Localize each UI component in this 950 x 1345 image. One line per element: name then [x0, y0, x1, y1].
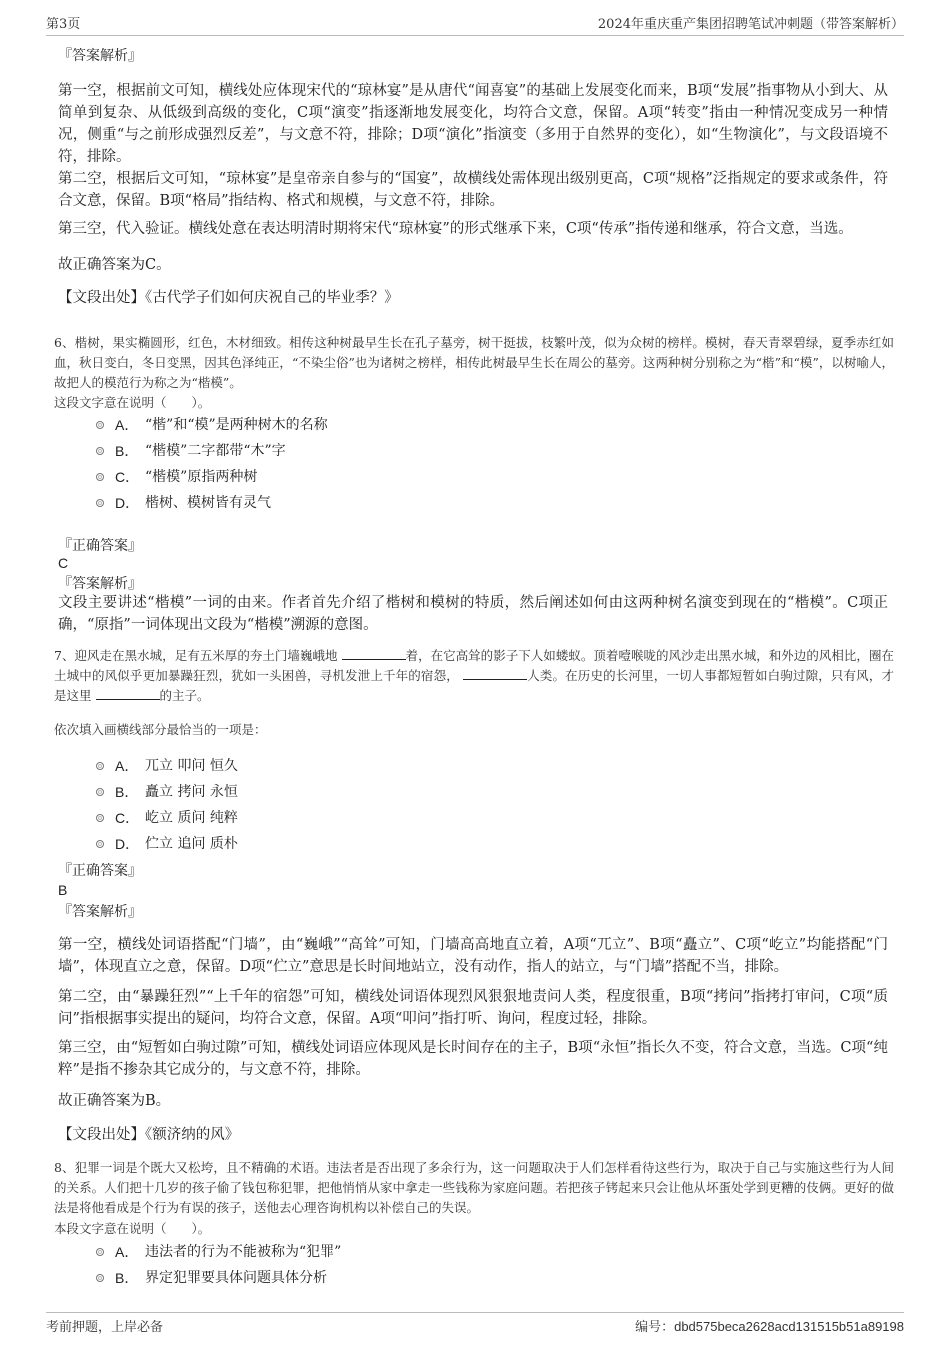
page-number: 第3页	[46, 17, 81, 32]
q6-stem-text: 6、楷树，果实椭圆形，红色，木材细致。相传这种树最早生长在孔子墓旁，树干挺拔，枝繁叶茂，似为众树的榜样。模树，春天青翠碧绿，夏季赤红如血，秋日变白，冬日变黑，因其色泽纯正，“不染尘俗”也为诸树之榜样，相传此树最早生长在周公的墓旁。这两种树分别称之为“楷”和“模”，以树喻人，故把人的模范行为称之为“楷模”。	[54, 335, 894, 390]
q7-source: 【文段出处】《额济纳的风》	[58, 1127, 240, 1143]
q7-analysis-p1-text: 第一空，横线处词语搭配“门墙”，由“巍峨”“高耸”可知，门墙高高地直立着，A项“兀立”、B项“矗立”、C项“屹立”均能搭配“门墙”，体现直立之意，保留。D项“伫立”意思是长时间地站立，没有动作，指人的站立，与“门墙”搭配不当，排除。	[58, 937, 888, 975]
option-key: B．	[115, 1270, 139, 1286]
footer-slogan: 考前押题，上岸必备	[46, 1320, 164, 1335]
q7-stem-part2: 着，在它高耸的影子下人如蝼蚁。顶着噎喉咙的风沙走出黑水城，和外边的风相比，圈在土城中的风似乎更加暴躁狂烈，犹如一头困兽，寻机发泄上千年的宿怨，	[54, 648, 894, 683]
q6-answer: C	[58, 555, 69, 571]
radio-button[interactable]	[96, 473, 104, 481]
option-key: C．	[115, 469, 140, 485]
code-label: 编号：	[635, 1320, 675, 1335]
q5-analysis-p2-text: 第二空，根据后文可知，“琼林宴”是皇帝亲自参与的“国宴”，故横线处需体现出级别更高，C项“规格”泛指规定的要求或条件，符合文意，保留。B项“格局”指结构、格式和规模，与文意不符，排除。	[58, 171, 888, 209]
fill-blank-2	[463, 667, 527, 680]
q5-source: 【文段出处】《古代学子们如何庆祝自己的毕业季？》	[58, 290, 399, 306]
q7-stem-text	[54, 646, 894, 706]
q7-option-d[interactable]	[96, 834, 238, 854]
q7-stem-part1: 7、迎风走在黑水城，足有五米厚的夯土门墙巍峨地	[54, 648, 338, 663]
q7-analysis-p3-text: 第三空，由“短暂如白驹过隙”可知，横线处词语应体现风是长时间存在的主子，B项“永恒”指长久不变，符合文意，当选。C项“纯粹”是指不掺杂其它成分的，与文意不符，排除。	[58, 1040, 888, 1078]
option-text: 屹立 质问 纯粹	[145, 810, 238, 826]
q7-analysis-p1	[58, 934, 888, 978]
q7-answer-label: 『正确答案』	[58, 863, 142, 879]
radio-button[interactable]	[96, 499, 104, 507]
q7-stem-part3: 人类。在历史的长河里，一切人事都短暂如白驹过隙，只有风，才是这里	[54, 668, 894, 703]
radio-button[interactable]	[96, 762, 104, 770]
q6-option-d[interactable]	[96, 493, 271, 513]
fill-blank-3	[96, 687, 160, 700]
q7-analysis-p2	[58, 986, 888, 1030]
radio-button[interactable]	[96, 1248, 104, 1256]
option-key: B．	[115, 443, 139, 459]
q5-analysis-p1	[58, 80, 888, 168]
q7-option-a[interactable]	[96, 756, 238, 776]
option-text: 违法者的行为不能被称为“犯罪”	[145, 1244, 342, 1260]
q7-analysis-label: 『答案解析』	[58, 904, 142, 920]
option-key: B．	[115, 784, 139, 800]
q6-analysis-label: 『答案解析』	[58, 576, 142, 592]
q8-option-b[interactable]	[96, 1268, 327, 1288]
q7-answer: B	[58, 882, 68, 898]
fill-blank-1	[342, 647, 406, 660]
q7-prompt: 依次填入画横线部分最恰当的一项是：	[54, 722, 267, 737]
q8-stem	[54, 1158, 894, 1218]
q8-stem-text: 8、犯罪一词是个既大又松垮，且不精确的术语。违法者是否出现了多余行为，这一问题取决于人们怎样看待这些行为，取决于自己与实施这些行为人间的关系。人们把十几岁的孩子偷了钱包称犯罪，把他悄悄从家中拿走一些钱称为家庭问题。若把孩子铐起来只会让他从坏蛋处学到更糟的伎俩。更好的做法是将他看成是个行为有误的孩子，送他去心理咨询机构以补偿自己的失误。	[54, 1160, 894, 1215]
document-title: 2024年重庆重产集团招聘笔试冲刺题（带答案解析）	[597, 17, 904, 32]
q6-option-a[interactable]	[96, 415, 328, 435]
radio-button[interactable]	[96, 840, 104, 848]
q6-prompt: 这段文字意在说明（ ）。	[54, 395, 211, 410]
page-header	[46, 12, 904, 36]
q6-analysis	[58, 592, 888, 636]
radio-button[interactable]	[96, 447, 104, 455]
option-text: “楷模”二字都带“木”字	[145, 443, 286, 459]
option-text: 楷树、模树皆有灵气	[145, 495, 271, 511]
q6-stem	[54, 333, 894, 393]
q5-analysis-p1-text: 第一空，根据前文可知，横线处应体现宋代的“琼林宴”是从唐代“闻喜宴”的基础上发展变化而来，B项“发展”指事物从小到大、从简单到复杂、从低级到高级的变化，C项“演变”指逐渐地发展变化，均符合文意，保留。A项“转变”指由一种情况变成另一种情况，侧重“与之前形成强烈反差”，与文意不符，排除；D项“演化”指演变（多用于自然界的变化），如“生物演化”，与文段语境不符，排除。	[58, 83, 888, 165]
q7-option-c[interactable]	[96, 808, 238, 828]
document-code	[635, 1316, 904, 1335]
page-footer	[46, 1312, 904, 1335]
q6-option-c[interactable]	[96, 467, 257, 487]
q5-analysis-label: 『答案解析』	[58, 48, 142, 64]
q7-analysis-p2-text: 第二空，由“暴躁狂烈”“上千年的宿怨”可知，横线处词语体现烈风狠狠地责问人类，程度很重，B项“拷问”指拷打审问，C项“质问”指根据事实提出的疑问，均符合文意，保留。A项“叩问”指打听、询问，程度过轻，排除。	[58, 989, 888, 1027]
option-text: “楷模”原指两种树	[145, 469, 258, 485]
option-key: A．	[115, 417, 139, 433]
code-value: dbd575beca2628acd131515b51a89198	[674, 1319, 904, 1334]
q7-conclusion: 故正确答案为B。	[58, 1093, 171, 1109]
radio-button[interactable]	[96, 788, 104, 796]
option-text: 伫立 追问 质朴	[145, 836, 238, 852]
option-key: A．	[115, 1244, 139, 1260]
q5-analysis-p3: 第三空，代入验证。横线处意在表达明清时期将宋代“琼林宴”的形式继承下来，C项“传承”指传递和继承，符合文意，当选。	[58, 221, 853, 237]
option-text: “楷”和“模”是两种树木的名称	[145, 417, 328, 433]
q6-answer-label: 『正确答案』	[58, 538, 142, 554]
q7-option-b[interactable]	[96, 782, 238, 802]
q5-analysis-p2	[58, 168, 888, 212]
q7-stem-part4: 的主子。	[159, 688, 210, 703]
option-key: D．	[115, 495, 140, 511]
option-key: D．	[115, 836, 140, 852]
q7-analysis-p3	[58, 1037, 888, 1081]
option-key: A．	[115, 758, 139, 774]
option-text: 矗立 拷问 永恒	[145, 784, 238, 800]
option-key: C．	[115, 810, 140, 826]
q5-conclusion: 故正确答案为C。	[58, 257, 171, 273]
radio-button[interactable]	[96, 421, 104, 429]
radio-button[interactable]	[96, 1274, 104, 1282]
q8-prompt: 本段文字意在说明（ ）。	[54, 1221, 211, 1236]
radio-button[interactable]	[96, 814, 104, 822]
option-text: 兀立 叩问 恒久	[145, 758, 238, 774]
q8-option-a[interactable]	[96, 1242, 341, 1262]
option-text: 界定犯罪要具体问题具体分析	[145, 1270, 327, 1286]
q7-stem	[54, 646, 894, 706]
q6-option-b[interactable]	[96, 441, 286, 461]
q6-analysis-text: 文段主要讲述“楷模”一词的由来。作者首先介绍了楷树和模树的特质，然后阐述如何由这两种树名演变到现在的“楷模”。C项正确，“原指”一词体现出文段为“楷模”溯源的意图。	[58, 595, 888, 633]
